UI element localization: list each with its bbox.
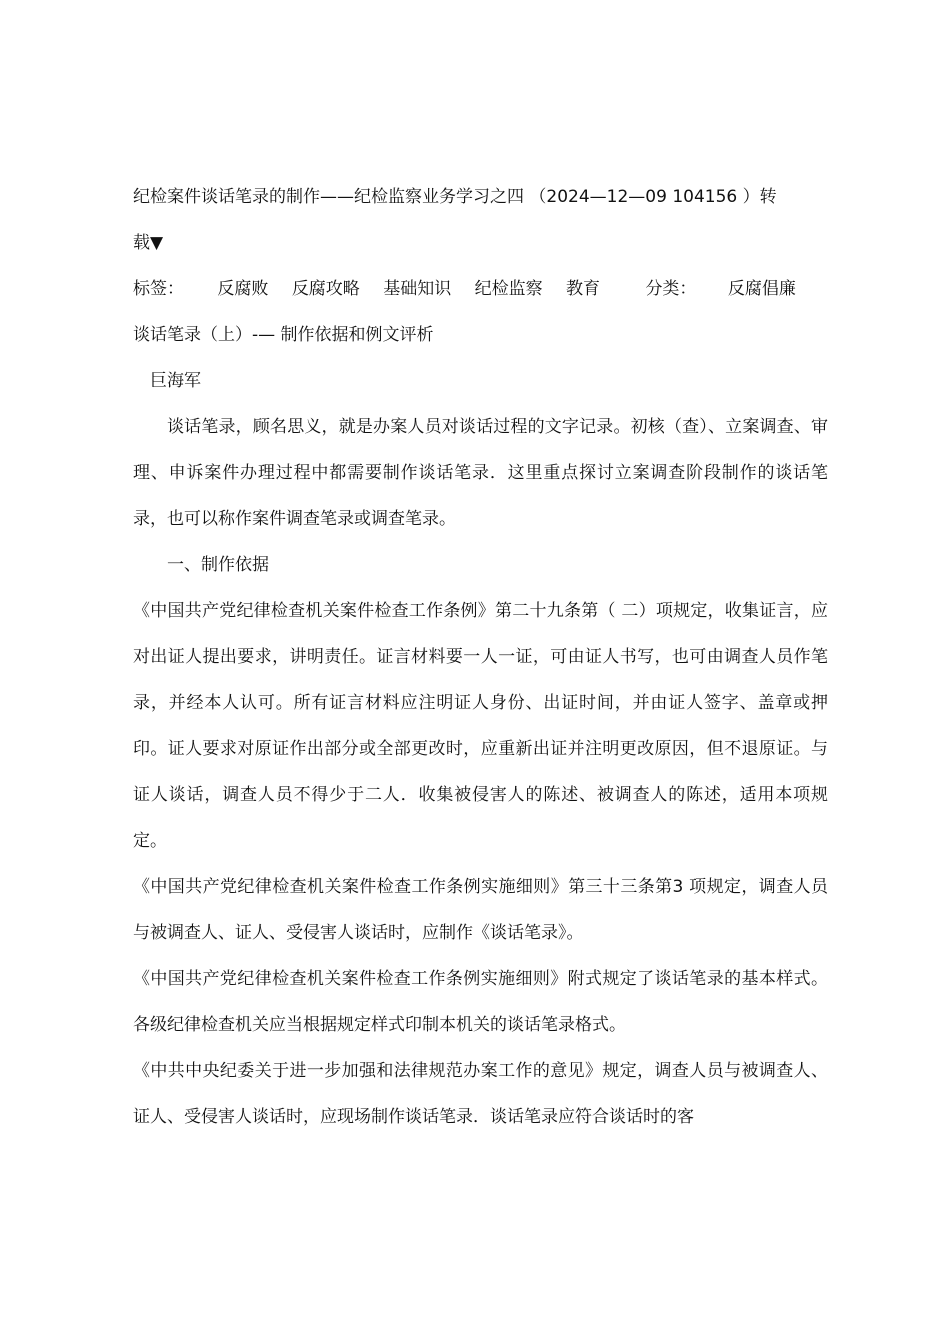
category-label: 分类： [645, 279, 697, 299]
tag-link[interactable]: 反腐败 [217, 279, 269, 299]
document-subtitle: 谈话笔录（上）-— 制作依据和例文评析 [133, 325, 434, 345]
tag-link[interactable]: 反腐攻略 [291, 279, 360, 299]
tags-row [133, 266, 828, 312]
document-title-line-1: 纪检案件谈话笔录的制作——纪检监察业务学习之四 （2024—12—09 104156 ）转 [133, 187, 777, 207]
body-paragraph-4: 《中共中央纪委关于进一步加强和法律规范办案工作的意见》规定，调查人员与被调查人、证人、受侵害人谈话时，应现场制作谈话笔录．谈话笔录应符合谈话时的客 [133, 1061, 828, 1127]
tag-link[interactable]: 基础知识 [383, 279, 452, 299]
section-heading: 一、制作依据 [167, 555, 269, 575]
intro-paragraph: 谈话笔录，顾名思义，就是办案人员对谈话过程的文字记录。初核（查）、立案调查、审理、申诉案件办理过程中都需要制作谈话笔录．这里重点探讨立案调查阶段制作的谈话笔录，也可以称作案件调查笔录或调查笔录。 [133, 417, 828, 529]
tags-label: 标签： [133, 279, 184, 299]
category-link[interactable]: 反腐倡廉 [727, 279, 796, 299]
document-title-line-2[interactable]: 载▼ [133, 233, 164, 253]
author-name: 巨海军 [150, 371, 201, 391]
body-paragraph-1: 《中国共产党纪律检查机关案件检查工作条例》第二十九条第（ 二）项规定，收集证言，应对出证人提出要求，讲明责任。证言材料要一人一证，可由证人书写，也可由调查人员作笔录，并经本人认可。所有证言材料应注明证人身份、出证时间，并由证人签字、盖章或押印。证人要求对原证作出部分或全部更改时，应重新出证并注明更改原因，但不退原证。与证人谈话，调查人员不得少于二人．收集被侵害人的陈述、被调查人的陈述，适用本项规定。 [133, 601, 828, 851]
body-paragraph-3: 《中国共产党纪律检查机关案件检查工作条例实施细则》附式规定了谈话笔录的基本样式。各级纪律检查机关应当根据规定样式印制本机关的谈话笔录格式。 [133, 969, 828, 1035]
body-paragraph-2: 《中国共产党纪律检查机关案件检查工作条例实施细则》第三十三条第3 项规定，调查人员与被调查人、证人、受侵害人谈话时，应制作《谈话笔录》。 [133, 877, 828, 943]
tag-link[interactable]: 教育 [566, 279, 601, 299]
tag-link[interactable]: 纪检监察 [474, 279, 543, 299]
document-page [133, 174, 828, 1140]
